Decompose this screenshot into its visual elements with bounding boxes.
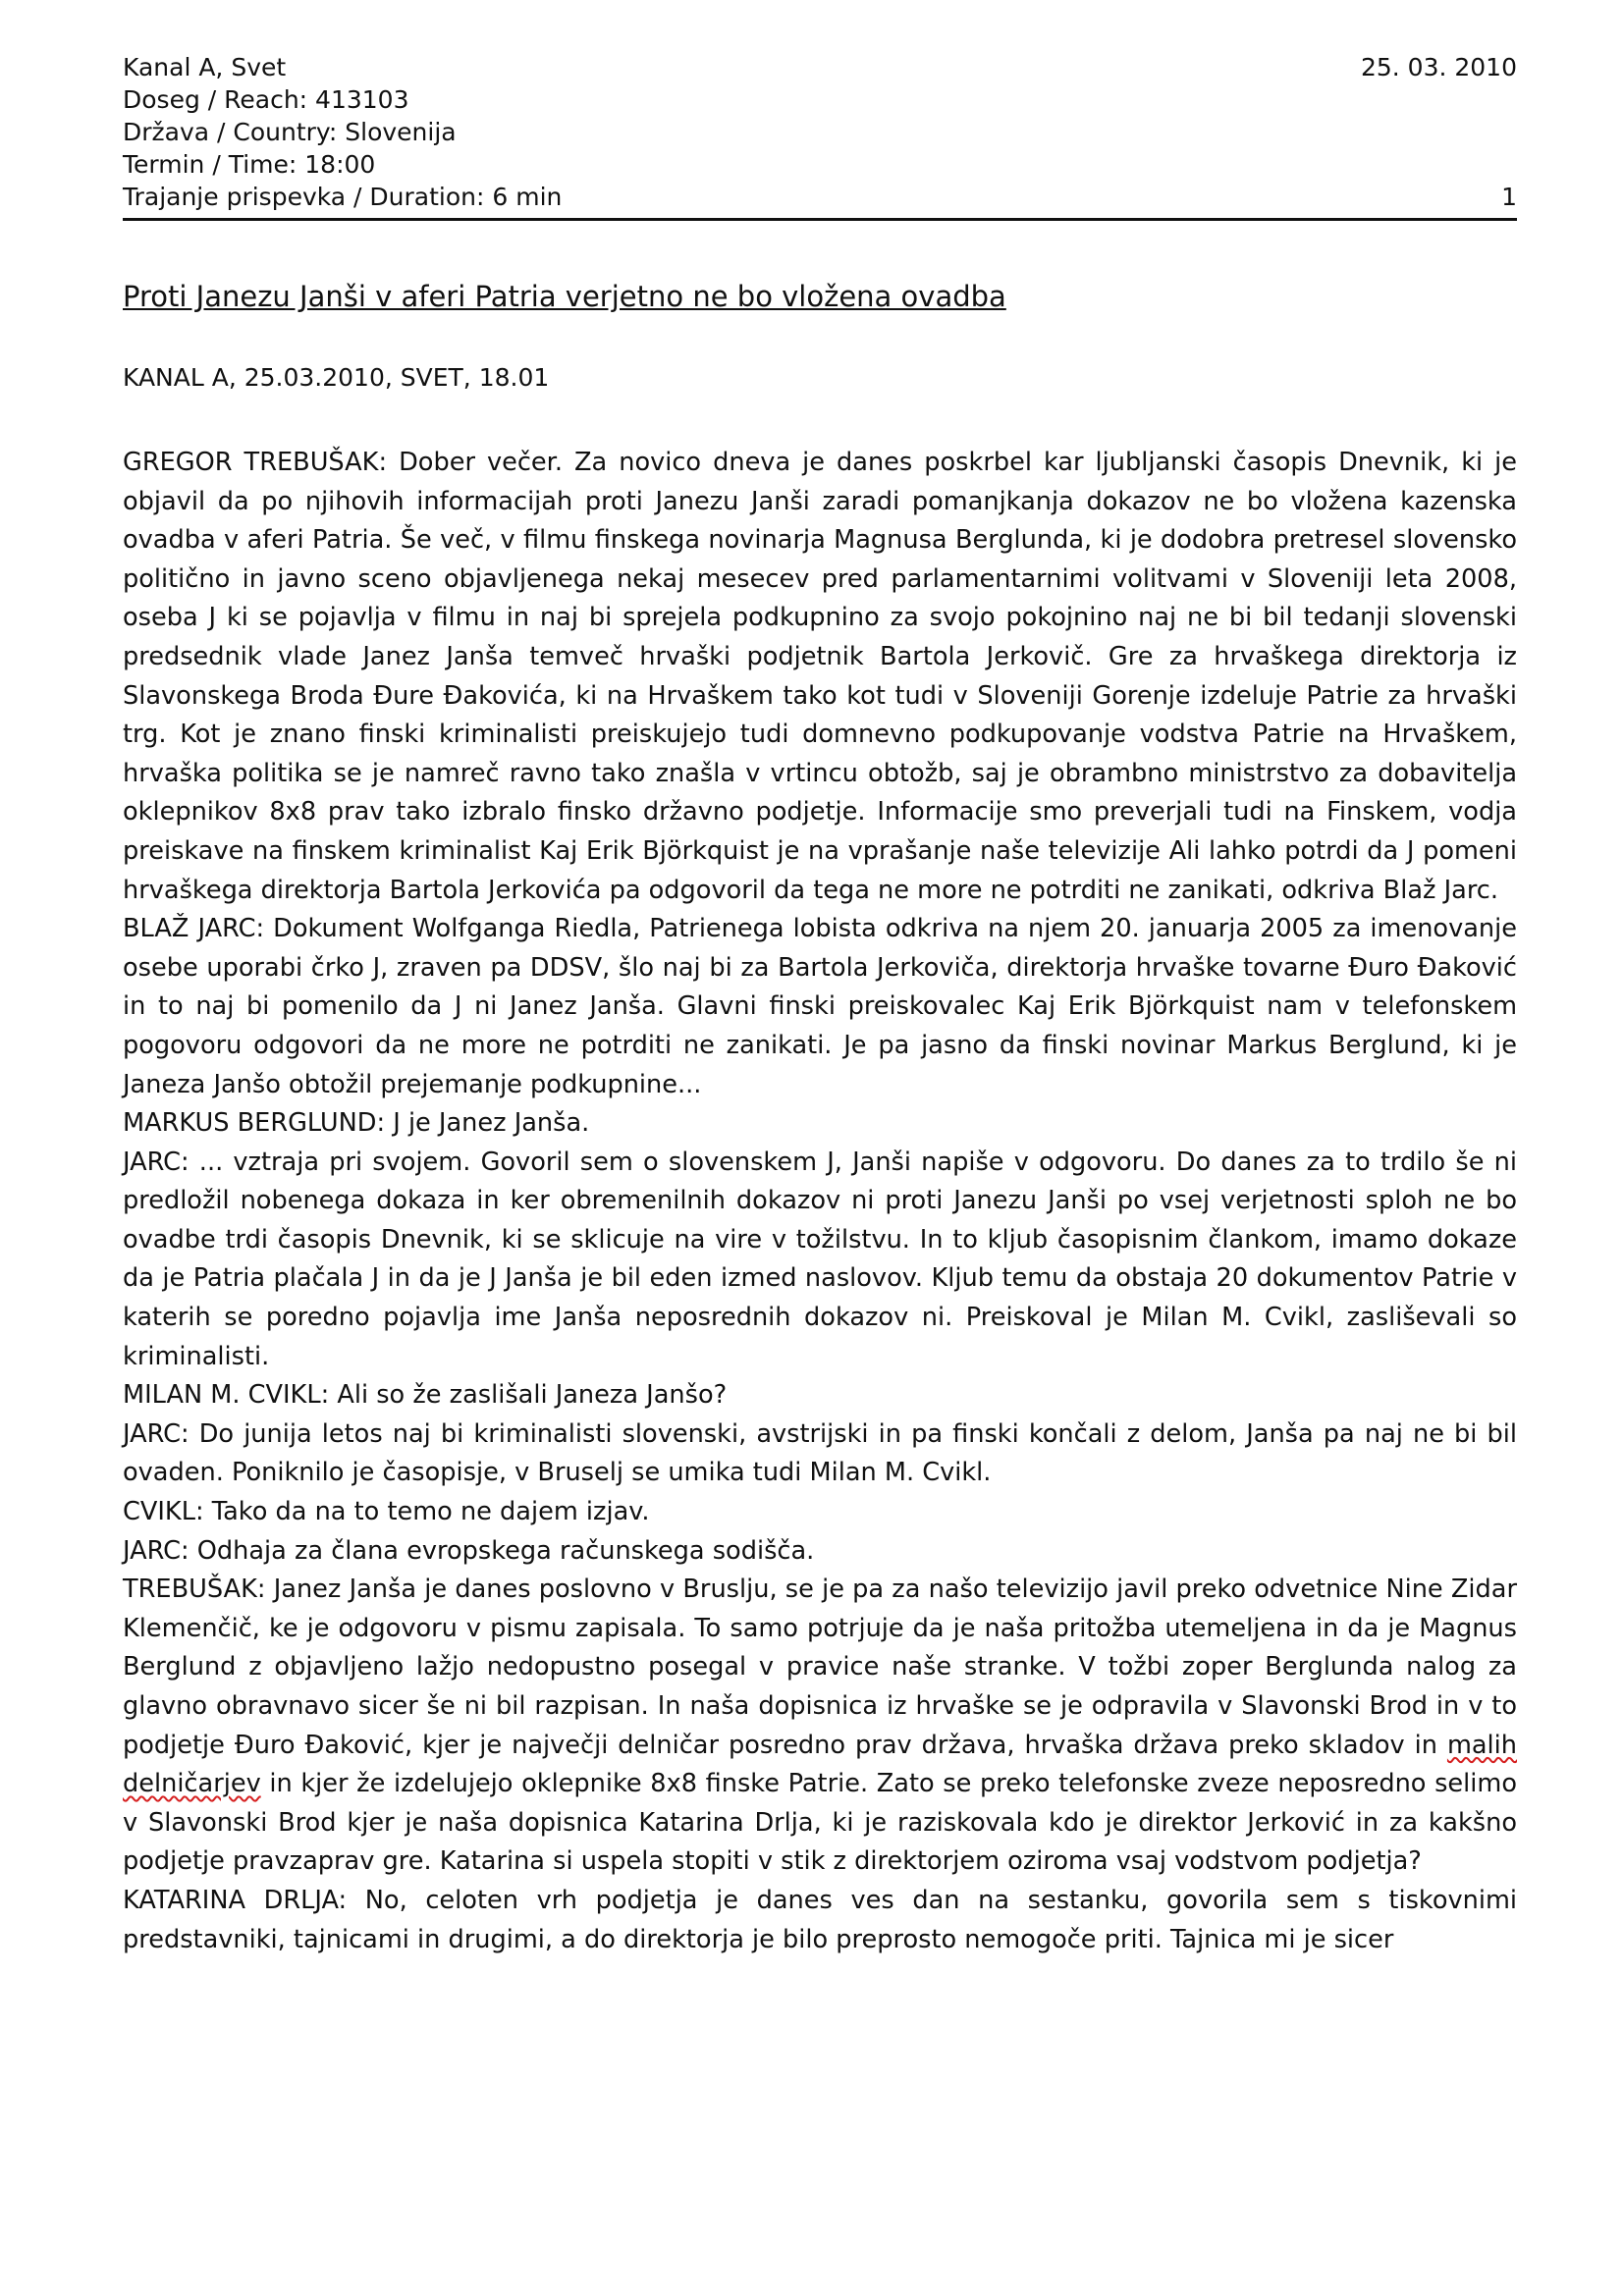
source-label: Kanal A, Svet [123,53,287,81]
header-line-5 [123,181,1517,213]
article-body [123,444,1517,1959]
paragraph: CVIKL: Tako da na to temo ne dajem izjav. [123,1497,650,1527]
header-line-3 [123,116,1517,148]
paragraph-trebusak [123,1571,1517,1882]
time-label: Termin / Time: 18:00 [123,150,376,179]
date-label: 25. 03. 2010 [1360,53,1517,81]
paragraph: JARC: Do junija letos naj bi kriminalisti slovenski, avstrijski in pa finski končali z delom, Janša pa naj ne bi bil ovaden. Poniknilo je časopisje, v Bruselj se umika tudi Milan M. Cvikl. [123,1418,1517,1488]
paragraph: MILAN M. CVIKL: Ali so že zaslišali Janeza Janšo? [123,1380,728,1411]
country-label: Država / Country: Slovenija [123,118,457,146]
paragraph: MARKUS BERGLUND: J je Janez Janša. [123,1108,590,1139]
paragraph: GREGOR TREBUŠAK: Dober večer. Za novico dneva je danes poskrbel kar ljubljanski časopis Dnevnik, ki je objavil da po njihovih informacijah proti Janezu Janši zaradi pomanjkanja dokazov ne bo vložena kazenska ovadba v aferi Patria. Še več, v filmu finskega novinarja Magnusa Berglunda, ki je dodobra pretresel slovensko politično in javno sceno objavljenega nekaj mesecev pred parlamentarnimi volitvami v Sloveniji leta 2008, oseba J ki se pojavlja v filmu in naj bi sprejela podkupnino za svojo pokojnino naj ne bi bil tedanji slovenski predsednik vlade Janez Janša temveč hrvaški podjetnik Bartola Jerkovič. Gre za hrvaškega direktorja iz Slavonskega Broda Đure Đakovića, ki na Hrvaškem tako kot tudi v Sloveniji Gorenje izdeluje Patrie za hrvaški trg. Kot je znano finski kriminalisti preiskujejo tudi domnevno podkupovanje vodstva Patrie na Hrvaškem, hrvaška politika se je namreč ravno tako znašla v vrtincu obtožb, saj je obrambno ministrstvo za dobavitelja oklepnikov 8x8 prav tako izbralo finsko državno podjetje. Informacije smo preverjali tudi na Finskem, vodja preiskave na finskem kriminalist Kaj Erik Björkquist je na vprašanje naše televizije Ali lahko potrdi da J pomeni hrvaškega direktorja Bartola Jerkovića pa odgovoril da tega ne more ne potrditi ne zanikati, odkriva Blaž Jarc. [123,448,1517,905]
paragraph-segment: TREBUŠAK: Janez Janša je danes poslovno v Bruslju, se je pa za našo televizijo javil preko odvetnice Nine Zidar Klemenčič, ke je odgovoru v pismu zapisala. To samo potrjuje da je naša pritožba utemeljena in da je Magnus Berglund z objavljeno lažjo nedopustno posegal v pravice naše stranke. V tožbi zoper Berglunda nalog za glavno obravnavo sicer še ni bil razpisan. In naša dopisnica iz hrvaške se je odpravila v Slavonski Brod in v to podjetje Đuro Đaković, kjer je največji delničar posredno prav država, hrvaška država preko skladov in [123,1575,1517,1760]
article-title: Proti Janezu Janši v aferi Patria verjetno ne bo vložena ovadba [123,280,1006,313]
page-number: 1 [1501,183,1517,211]
spellcheck-word: malih [1446,1730,1517,1760]
reach-label: Doseg / Reach: 413103 [123,85,409,114]
header-line-2 [123,83,1517,116]
paragraph: JARC: ... vztraja pri svojem. Govoril sem o slovenskem J, Janši napiše v odgovoru. Do danes za to trdilo še ni predložil nobenega dokaza in ker obremenilnih dokazov ni proti Janezu Janši po vsej verjetnosti sploh ne bo ovadbe trdi časopis Dnevnik, ki se sklicuje na vire v tožilstvu. In to kljub časopisnim člankom, imamo dokaze da je Patria plačala J in da je J Janša je bil eden izmed naslovov. Kljub temu da obstaja 20 dokumentov Patrie v katerih se poredno pojavlja ime Janša neposrednih dokazov ni. Preiskoval je Milan M. Cvikl, zasliševali so kriminalisti. [123,1147,1517,1371]
header-line-1 [123,51,1517,83]
article-dateline: KANAL A, 25.03.2010, SVET, 18.01 [123,363,550,392]
header-line-4 [123,148,1517,181]
duration-label: Trajanje prispevka / Duration: 6 min [123,183,563,211]
header-divider [123,218,1517,221]
spellcheck-word: delničarjev [123,1769,261,1799]
paragraph: JARC: Odhaja za člana evropskega računskega sodišča. [123,1535,815,1566]
paragraph-segment: in kjer že izdelujejo oklepnike 8x8 finske Patrie. Zato se preko telefonske zveze neposredno selimo v Slavonski Brod kjer je naša dopisnica Katarina Drlja, ki je raziskovala kdo je direktor Jerković in za kakšno podjetje pravzaprav gre. Katarina si uspela stopiti v stik z direktorjem oziroma vsaj vodstvom podjetja? [123,1769,1517,1877]
paragraph: KATARINA DRLJA: No, celoten vrh podjetja je danes ves dan na sestanku, govorila sem s tiskovnimi predstavniki, tajnicami in drugimi, a do direktorja je bilo preprosto nemogoče priti. Tajnica mi je sicer [123,1885,1517,1954]
paragraph: BLAŽ JARC: Dokument Wolfganga Riedla, Patrienega lobista odkriva na njem 20. januarja 2005 za imenovanje osebe uporabi črko J, zraven pa DDSV, šlo naj bi za Bartola Jerkoviča, direktorja hrvaške tovarne Đuro Đaković in to naj bi pomenilo da J ni Janez Janša. Glavni finski preiskovalec Kaj Erik Björkquist nam v telefonskem pogovoru odgovori da ne more ne potrditi ne zanikati. Je pa jasno da finski novinar Markus Berglund, ki je Janeza Janšo obtožil prejemanje podkupnine... [123,914,1517,1099]
clipping-header [123,51,1517,213]
